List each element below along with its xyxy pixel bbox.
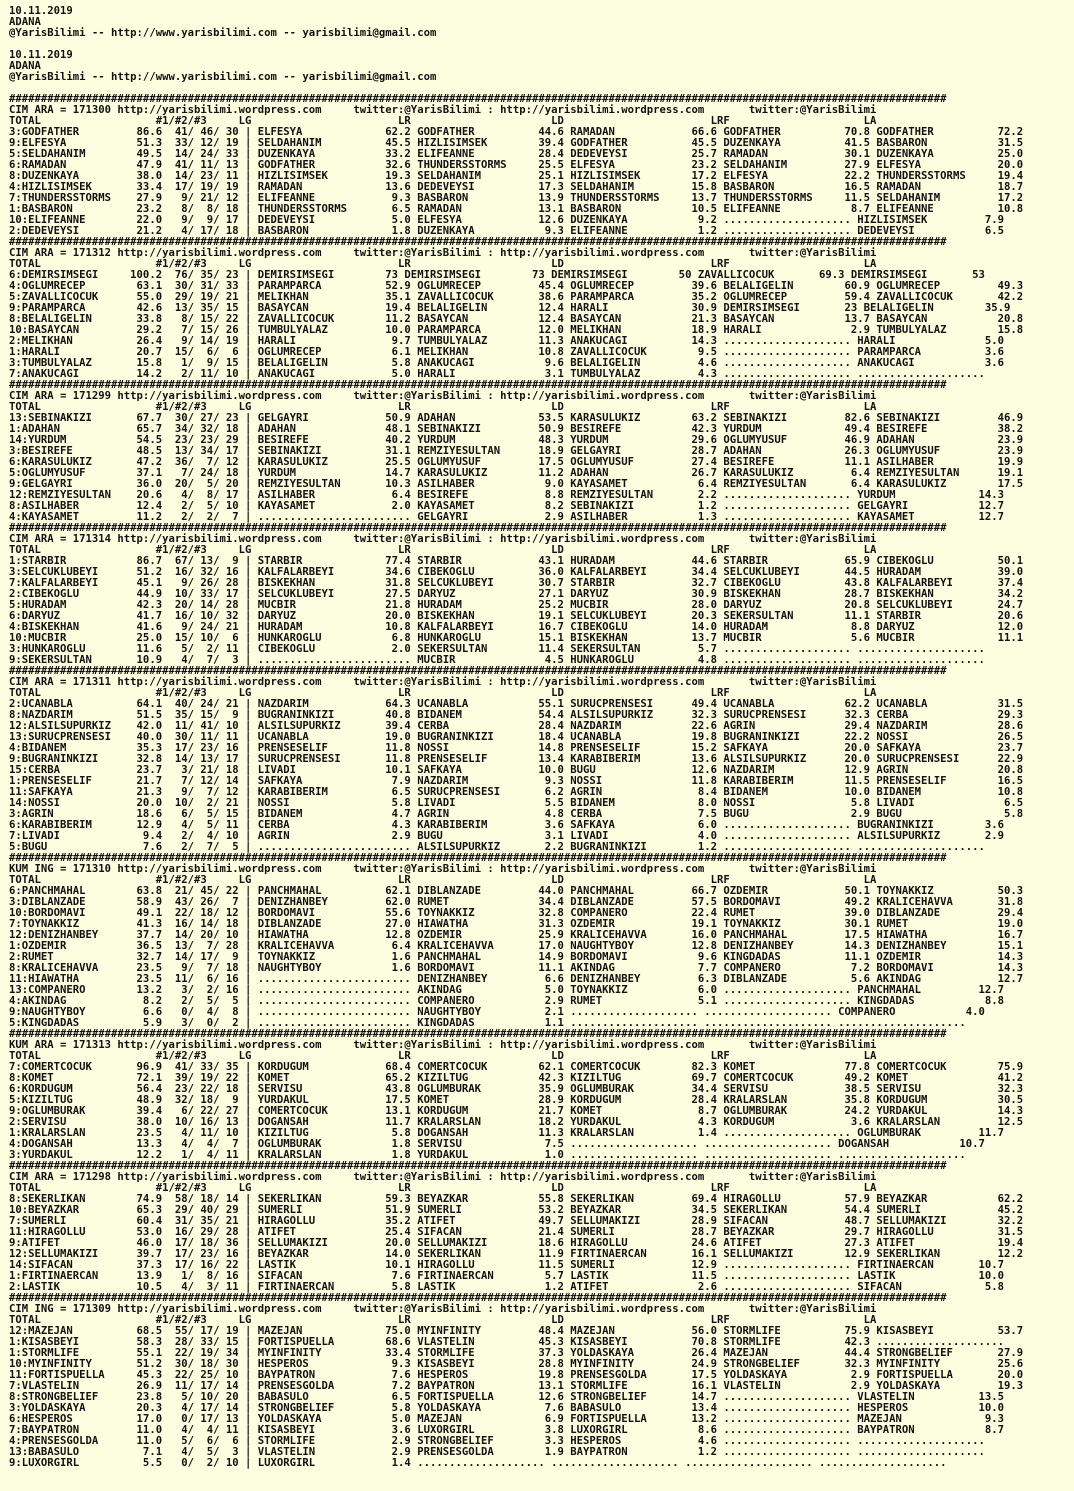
race-row: 6:KORDUGUM 56.4 23/ 22/ 18 | SERVISU 43.8 OGLUMBURAK 35.9 OGLUMBURAK 34.4 SERVISU 38.5 SERVISU 32.3 <box>9 1083 1024 1095</box>
race-row: 9:SEKERSULTAN 10.9 4/ 7/ 3 | ........................ MUCBIR 4.5 HUNKAROGLU 4.8 .................... .................... <box>9 654 985 666</box>
race-row: 12:ALSILSUPURKIZ 42.0 11/ 41/ 10 | ALSILSUPURKIZ 39.4 CERBA 28.4 NAZDARIM 22.6 AGRIN 29.4 NAZDARIM 28.6 <box>9 720 1024 732</box>
race-row: 9:ELFESYA 51.3 33/ 12/ 19 | SELDAHANIM 45.5 HIZLISIMSEK 39.4 GODFATHER 45.5 DUZENKAYA 41.5 BASBARON 31.5 <box>9 137 1024 149</box>
race-row: 1:OZDEMIR 36.5 13/ 7/ 28 | KRALICEHAVVA 6.4 KRALICEHAVVA 17.0 NAUGHTYBOY 12.8 DENIZHANBEY 14.3 DENIZHANBEY 15.1 <box>9 940 1024 952</box>
separator-line: ################################################################################################################################################### <box>9 379 947 391</box>
header-date: 10.11.2019 <box>9 49 73 61</box>
race-row: 3:GODFATHER 86.6 41/ 46/ 30 | ELFESYA 62.2 GODFATHER 44.6 RAMADAN 66.6 GODFATHER 70.8 GODFATHER 72.2 <box>9 126 1024 138</box>
race-row: 1:STARBIR 86.7 67/ 13/ 9 | STARBIR 77.4 STARBIR 43.1 HURADAM 44.6 STARBIR 65.9 CIBEKOGLU 50.1 <box>9 555 1024 567</box>
separator-line: ################################################################################################################################################### <box>9 236 947 248</box>
race-row: 2:LASTIK 10.5 4/ 3/ 11 | FIRTINAERCAN 5.8 LASTIK 1.2 ATIFET 2.6 .................... SIFACAN 5.8 <box>9 1281 1004 1293</box>
race-row: 10:MYINFINITY 51.2 30/ 18/ 30 | HESPEROS 9.3 KISASBEYI 28.8 MYINFINITY 24.9 STRONGBELIEF 32.3 MYINFINITY 25.6 <box>9 1358 1024 1370</box>
race-row: 3:SELCUKLUBEYI 51.2 16/ 32/ 16 | KALFALARBEYI 34.6 CIBEKOGLU 36.0 KALFALARBEYI 34.4 SELCUKLUBEYI 44.5 HURADAM 39.0 <box>9 566 1024 578</box>
race-row: 14:YURDUM 54.5 23/ 23/ 29 | BESIREFE 40.2 YURDUM 48.3 YURDUM 29.6 OGLUMYUSUF 46.9 ADAHAN 23.9 <box>9 434 1024 446</box>
race-title: CIM ARA = 171314 http://yarisbilimi.wordpress.com twitter:@YarisBilimi : http://yarisbilimi.wordpress.com twitter:@YarisBilimi <box>9 533 877 545</box>
race-column-header: TOTAL #1/#2/#3 LG LR LD LRF LA <box>9 874 877 886</box>
race-row: 11:SAFKAYA 21.3 9/ 7/ 12 | KARABIBERIM 6.5 SURUCPRENSESI 6.2 AGRIN 8.4 BIDANEM 10.0 BIDANEM 10.8 <box>9 786 1024 798</box>
race-row: 6:PANCHMAHAL 63.8 21/ 45/ 22 | PANCHMAHAL 62.1 DIBLANZADE 44.0 PANCHMAHAL 66.7 OZDEMIR 50.1 TOYNAKKIZ 50.3 <box>9 885 1024 897</box>
blank-line <box>9 39 1074 50</box>
race-row: 1:STORMLIFE 55.1 22/ 19/ 34 | MYINFINITY 33.4 STORMLIFE 37.3 YOLDASKAYA 26.4 MAZEJAN 44.4 STRONGBELIEF 27.9 <box>9 1347 1024 1359</box>
race-row: 9:NAUGHTYBOY 6.6 0/ 4/ 8 | ........................ NAUGHTYBOY 2.1 .................... .................... COMPANERO 4.0 <box>9 1006 985 1018</box>
header-date: 10.11.2019 <box>9 5 73 17</box>
race-row: 4:PRENSESGOLDA 11.0 5/ 6/ 6 | STORMLIFE 2.9 STRONGBELIEF 3.3 HESPEROS 4.6 .................... .................... <box>9 1435 985 1447</box>
race-row: 11:HIRAGOLLU 53.0 16/ 29/ 28 | ATIFET 25.4 SIFACAN 21.4 SUMERLI 28.7 BEYAZKAR 29.7 HIRAGOLLU 31.5 <box>9 1226 1024 1238</box>
header-credits: @YarisBilimi -- http://www.yarisbilimi.com -- yarisbilimi@gmail.com <box>9 71 437 83</box>
race-title: CIM ARA = 171312 http://yarisbilimi.wordpress.com twitter:@YarisBilimi : http://yarisbilimi.wordpress.com twitter:@YarisBilimi <box>9 247 877 259</box>
race-row: 10:ELIFEANNE 22.0 9/ 9/ 17 | DEDEVEYSI 5.0 ELFESYA 12.6 DUZENKAYA 9.2 .................... HIZLISIMSEK 7.9 <box>9 214 1004 226</box>
race-row: 7:ANAKUCAGI 14.2 2/ 11/ 10 | ANAKUCAGI 5.0 HARALI 3.1 TUMBULYALAZ 4.3 .................... .................... <box>9 368 985 380</box>
race-row: 2:MELIKHAN 26.4 9/ 14/ 19 | HARALI 9.7 TUMBULYALAZ 11.3 ANAKUCAGI 14.3 .................... HARALI 5.0 <box>9 335 1004 347</box>
race-title: KUM ING = 171310 http://yarisbilimi.wordpress.com twitter:@YarisBilimi : http://yarisbilimi.wordpress.com twitter:@YarisBilimi <box>9 863 877 875</box>
race-row: 5:HURADAM 42.3 20/ 14/ 28 | MUCBIR 21.8 HURADAM 25.2 MUCBIR 28.0 DARYUZ 20.8 SELCUKLUBEYI 24.7 <box>9 599 1024 611</box>
race-row: 7:COMERTCOCUK 96.9 41/ 33/ 35 | KORDUGUM 68.4 COMERTCOCUK 62.1 COMERTCOCUK 82.3 KOMET 77.8 COMERTCOCUK 75.9 <box>9 1061 1024 1073</box>
race-row: 9:BUGRANINKIZI 32.8 14/ 13/ 17 | SURUCPRENSESI 11.8 PRENSESELIF 13.4 KARABIBERIM 13.6 ALSILSUPURKIZ 20.0 SURUCPRENSESI 22.9 <box>9 753 1024 765</box>
race-row: 5:SELDAHANIM 49.5 14/ 24/ 33 | DUZENKAYA 33.2 ELIFEANNE 28.4 DEDEVEYSI 25.7 RAMADAN 30.1 DUZENKAYA 25.0 <box>9 148 1024 160</box>
race-column-header: TOTAL #1/#2/#3 LG LR LD LRF LA <box>9 258 877 270</box>
separator-line: ################################################################################################################################################### <box>9 665 947 677</box>
race-row: 8:SEKERLIKAN 74.9 58/ 18/ 14 | SEKERLIKAN 59.3 BEYAZKAR 55.8 SEKERLIKAN 69.4 HIRAGOLLU 57.9 BEYAZKAR 62.2 <box>9 1193 1024 1205</box>
race-row: 4:OGLUMRECEP 63.1 30/ 31/ 33 | PARAMPARCA 52.9 OGLUMRECEP 45.4 OGLUMRECEP 39.6 BELALIGELIN 60.9 OGLUMRECEP 49.3 <box>9 280 1024 292</box>
race-row: 8:DUZENKAYA 38.0 14/ 23/ 11 | HIZLISIMSEK 19.3 SELDAHANIM 25.1 HIZLISIMSEK 17.2 ELFESYA 22.2 THUNDERSSTORMS 19.4 <box>9 170 1024 182</box>
race-row: 12:SELLUMAKIZI 39.7 17/ 23/ 16 | BEYAZKAR 14.0 SEKERLIKAN 11.9 FIRTINAERCAN 16.1 SELLUMAKIZI 12.9 SEKERLIKAN 12.2 <box>9 1248 1024 1260</box>
header-city: ADANA <box>9 60 41 72</box>
race-row: 3:DIBLANZADE 58.9 43/ 26/ 7 | DENIZHANBEY 62.0 RUMET 34.4 DIBLANZADE 57.5 BORDOMAVI 49.2 KRALICEHAVVA 31.8 <box>9 896 1024 908</box>
race-row: 6:DEMIRSIMSEGI 100.2 76/ 35/ 23 | DEMIRSIMSEGI 73 DEMIRSIMSEGI 73 DEMIRSIMSEGI 50 ZAVALLICOCUK 69.3 DEMIRSIMSEGI 53 <box>9 269 985 281</box>
race-row: 1:PRENSESELIF 21.7 7/ 12/ 14 | SAFKAYA 7.9 NAZDARIM 9.3 NOSSI 11.8 KARABIBERIM 11.5 PRENSESELIF 16.5 <box>9 775 1024 787</box>
race-row: 3:TUMBULYALAZ 15.8 1/ 9/ 15 | BELALIGELIN 5.8 ANAKUCAGI 9.6 BELALIGELIN 4.6 .................... ANAKUCAGI 3.6 <box>9 357 1004 369</box>
race-row: 9:GELGAYRI 36.0 20/ 5/ 20 | REMZIYESULTAN 10.3 ASILHABER 9.0 KAYASAMET 6.4 REMZIYESULTAN 6.4 KARASULUKIZ 17.5 <box>9 478 1024 490</box>
race-row: 6:RAMADAN 47.9 41/ 11/ 13 | GODFATHER 32.6 THUNDERSSTORMS 25.5 ELFESYA 23.2 SELDAHANIM 27.9 ELFESYA 20.0 <box>9 159 1024 171</box>
race-column-header: TOTAL #1/#2/#3 LG LR LD LRF LA <box>9 1314 877 1326</box>
race-row: 3:YURDAKUL 12.2 1/ 4/ 11 | KRALARSLAN 1.8 YURDAKUL 1.0 .................... .................... .................... <box>9 1149 966 1161</box>
race-row: 7:THUNDERSSTORMS 27.9 9/ 21/ 12 | ELIFEANNE 9.3 BASBARON 13.9 THUNDERSSTORMS 13.7 THUNDERSSTORMS 11.5 SELDAHANIM 17.2 <box>9 192 1024 204</box>
race-row: 7:VLASTELIN 26.9 11/ 17/ 14 | PRENSESGOLDA 7.2 BAYPATRON 13.1 STORMLIFE 16.1 VLASTELIN 2.9 YOLDASKAYA 19.3 <box>9 1380 1024 1392</box>
race-row: 11:FORTISPUELLA 45.3 22/ 25/ 10 | BAYPATRON 7.6 HESPEROS 19.8 PRENSESGOLDA 17.5 YOLDASKAYA 2.9 FORTISPUELLA 20.0 <box>9 1369 1024 1381</box>
race-row: 4:DOGANSAH 13.3 4/ 4/ 7 | OGLUMBURAK 1.8 SERVISU 7.5 .................... .................... DOGANSAH 10.7 <box>9 1138 985 1150</box>
race-row: 12:REMZIYESULTAN 20.6 4/ 8/ 17 | ASILHABER 6.4 BESIREFE 8.8 REMZIYESULTAN 2.2 .................... YURDUM 14.3 <box>9 489 1004 501</box>
race-row: 6:KARASULUKIZ 47.2 36/ 7/ 12 | KARASULUKIZ 25.5 OGLUMYUSUF 17.5 OGLUMYUSUF 27.4 BESIREFE 11.1 ASILHABER 19.9 <box>9 456 1024 468</box>
header-credits: @YarisBilimi -- http://www.yarisbilimi.com -- yarisbilimi@gmail.com <box>9 27 437 39</box>
race-column-header: TOTAL #1/#2/#3 LG LR LD LRF LA <box>9 1050 877 1062</box>
race-row: 9:PARAMPARCA 42.6 13/ 35/ 15 | BASAYCAN 19.4 BELALIGELIN 12.4 HARALI 30.9 DEMIRSIMSEGI 23 BELALIGELIN 35.9 <box>9 302 1011 314</box>
race-row: 7:SUMERLI 60.4 31/ 35/ 21 | HIRAGOLLU 35.2 ATIFET 49.7 SELLUMAKIZI 28.9 SIFACAN 48.7 SELLUMAKIZI 32.2 <box>9 1215 1024 1227</box>
race-row: 12:DENIZHANBEY 37.7 14/ 20/ 10 | HIAWATHA 12.8 OZDEMIR 25.9 KRALICEHAVVA 16.0 PANCHMAHAL 17.5 HIAWATHA 16.7 <box>9 929 1024 941</box>
race-row: 2:UCANABLA 64.1 40/ 24/ 21 | NAZDARIM 64.3 UCANABLA 55.1 SURUCPRENSESI 49.4 UCANABLA 62.2 UCANABLA 31.5 <box>9 698 1024 710</box>
race-column-header: TOTAL #1/#2/#3 LG LR LD LRF LA <box>9 401 877 413</box>
race-row: 9:OGLUMBURAK 39.4 6/ 22/ 27 | COMERTCOCUK 13.1 KORDUGUM 21.7 KOMET 8.7 OGLUMBURAK 24.2 YURDAKUL 14.3 <box>9 1105 1024 1117</box>
race-column-header: TOTAL #1/#2/#3 LG LR LD LRF LA <box>9 115 877 127</box>
race-row: 10:BASAYCAN 29.2 7/ 15/ 26 | TUMBULYALAZ 10.0 PARAMPARCA 12.0 MELIKHAN 18.9 HARALI 2.9 TUMBULYALAZ 15.8 <box>9 324 1024 336</box>
results-document <box>9 6 1074 1469</box>
race-row: 4:KAYASAMET 11.2 2/ 2/ 7 | ........................ GELGAYRI 2.9 ASILHABER 1.3 .................... KAYASAMET 12.7 <box>9 511 1004 523</box>
race-row: 14:NOSSI 20.0 10/ 2/ 21 | NOSSI 5.8 LIVADI 5.5 BIDANEM 8.0 NOSSI 5.8 LIVADI 6.5 <box>9 797 1024 809</box>
race-row: 1:HARALI 20.7 15/ 6/ 6 | OGLUMRECEP 6.1 MELIKHAN 10.8 ZAVALLICOCUK 9.5 .................... PARAMPARCA 3.6 <box>9 346 1004 358</box>
race-row: 4:BIDANEM 35.3 17/ 23/ 16 | PRENSESELIF 11.8 NOSSI 14.8 PRENSESELIF 15.2 SAFKAYA 20.0 SAFKAYA 23.7 <box>9 742 1024 754</box>
race-row: 1:ADAHAN 65.7 34/ 32/ 18 | ADAHAN 48.1 SEBINAKIZI 50.9 BESIREFE 42.3 YURDUM 49.4 BESIREFE 38.2 <box>9 423 1024 435</box>
race-row: 6:HESPEROS 17.0 0/ 17/ 13 | YOLDASKAYA 5.0 MAZEJAN 6.9 FORTISPUELLA 13.2 .................... MAZEJAN 9.3 <box>9 1413 1004 1425</box>
race-row: 13:SEBINAKIZI 67.7 30/ 27/ 23 | GELGAYRI 50.9 ADAHAN 53.5 KARASULUKIZ 63.2 SEBINAKIZI 82.6 SEBINAKIZI 46.9 <box>9 412 1024 424</box>
separator-line: ################################################################################################################################################### <box>9 522 947 534</box>
race-row: 8:KRALICEHAVVA 23.5 9/ 7/ 18 | NAUGHTYBOY 1.6 BORDOMAVI 11.1 AKINDAG 7.7 COMPANERO 7.2 BORDOMAVI 14.3 <box>9 962 1024 974</box>
race-row: 4:AKINDAG 8.2 2/ 5/ 5 | ........................ COMPANERO 2.9 RUMET 5.1 .................... KINGDADAS 8.8 <box>9 995 1004 1007</box>
race-row: 5:ZAVALLICOCUK 55.0 29/ 19/ 21 | MELIKHAN 35.1 ZAVALLICOCUK 38.6 PARAMPARCA 35.2 OGLUMRECEP 59.4 ZAVALLICOCUK 42.2 <box>9 291 1024 303</box>
race-row: 2:SERVISU 38.0 10/ 16/ 13 | DOGANSAH 11.7 KRALARSLAN 18.2 YURDAKUL 4.3 KORDUGUM 3.6 KRALARSLAN 12.5 <box>9 1116 1024 1128</box>
race-row: 8:BELALIGELIN 33.8 8/ 15/ 22 | ZAVALLICOCUK 11.2 BASAYCAN 12.4 BASAYCAN 21.3 BASAYCAN 13.7 BASAYCAN 20.8 <box>9 313 1024 325</box>
race-row: 6:DARYUZ 41.7 16/ 10/ 32 | DARYUZ 20.0 BISKEKHAN 19.1 SELCUKLUBEYI 20.3 SEKERSULTAN 11.1 STARBIR 20.6 <box>9 610 1024 622</box>
race-row: 11:HIAWATHA 23.5 11/ 6/ 16 | ........................ DENIZHANBEY 6.6 DENIZHANBEY 6.3 DIBLANZADE 5.6 AKINDAG 12.7 <box>9 973 1024 985</box>
race-row: 13:COMPANERO 13.2 3/ 2/ 16 | ........................ AKINDAG 5.0 TOYNAKKIZ 6.0 .................... PANCHMAHAL 12.7 <box>9 984 1004 996</box>
race-row: 3:YOLDASKAYA 20.3 4/ 17/ 14 | STRONGBELIEF 5.8 YOLDASKAYA 7.6 BABASULO 13.4 .................... HESPEROS 10.0 <box>9 1402 1004 1414</box>
race-title: CIM ARA = 171311 http://yarisbilimi.wordpress.com twitter:@YarisBilimi : http://yarisbilimi.wordpress.com twitter:@YarisBilimi <box>9 676 877 688</box>
separator-line: ################################################################################################################################################### <box>9 1028 947 1040</box>
race-row: 9:ATIFET 46.0 17/ 18/ 36 | SELLUMAKIZI 20.0 SELLUMAKIZI 18.6 HIRAGOLLU 24.6 ATIFET 27.3 ATIFET 19.4 <box>9 1237 1024 1249</box>
race-row: 5:KINGDADAS 5.9 3/ 0/ 2 | ........................ KINGDADAS 1.1 .................... .................... .................... <box>9 1017 966 1029</box>
race-row: 1:KISASBEYI 58.3 28/ 33/ 15 | FORTISPUELLA 68.6 VLASTELIN 45.3 KISASBEYI 70.8 STORMLIFE 42.3 .................... <box>9 1336 1004 1348</box>
race-row: 2:DEDEVEYSI 21.2 4/ 17/ 18 | BASBARON 1.8 DUZENKAYA 9.3 ELIFEANNE 1.2 .................... DEDEVEYSI 6.5 <box>9 225 1004 237</box>
race-row: 12:MAZEJAN 68.5 55/ 17/ 19 | MAZEJAN 75.0 MYINFINITY 48.4 MAZEJAN 56.0 STORMLIFE 75.9 KISASBEYI 53.7 <box>9 1325 1024 1337</box>
race-row: 7:TOYNAKKIZ 41.3 16/ 14/ 18 | DIBLANZADE 27.0 HIAWATHA 31.3 OZDEMIR 19.1 TOYNAKKIZ 30.1 RUMET 19.0 <box>9 918 1024 930</box>
race-column-header: TOTAL #1/#2/#3 LG LR LD LRF LA <box>9 544 877 556</box>
race-row: 15:CERBA 23.7 3/ 21/ 18 | LIVADI 10.1 SAFKAYA 10.0 BUGU 12.6 NAZDARIM 12.9 AGRIN 20.8 <box>9 764 1024 776</box>
separator-line: ################################################################################################################################################### <box>9 852 947 864</box>
race-row: 2:CIBEKOGLU 44.9 10/ 33/ 17 | SELCUKLUBEYI 27.5 DARYUZ 27.1 DARYUZ 30.9 BISKEKHAN 28.7 BISKEKHAN 34.2 <box>9 588 1024 600</box>
race-row: 4:HIZLISIMSEK 33.4 17/ 19/ 19 | RAMADAN 13.6 DEDEVEYSI 17.3 SELDAHANIM 15.8 BASBARON 16.5 RAMADAN 18.7 <box>9 181 1024 193</box>
race-row: 1:KRALARSLAN 23.5 4/ 11/ 10 | KIZILTUG 5.8 DOGANSAH 11.3 KRALARSLAN 1.4 .................... OGLUMBURAK 11.7 <box>9 1127 1004 1139</box>
race-title: CIM ARA = 171298 http://yarisbilimi.wordpress.com twitter:@YarisBilimi : http://yarisbilimi.wordpress.com twitter:@YarisBilimi <box>9 1171 877 1183</box>
race-title: CIM ARA = 171299 http://yarisbilimi.wordpress.com twitter:@YarisBilimi : http://yarisbilimi.wordpress.com twitter:@YarisBilimi <box>9 390 877 402</box>
separator-line: ################################################################################################################################################### <box>9 1292 947 1304</box>
race-column-header: TOTAL #1/#2/#3 LG LR LD LRF LA <box>9 1182 877 1194</box>
race-row: 6:KARABIBERIM 12.9 4/ 5/ 11 | CERBA 4.3 KARABIBERIM 3.6 SAFKAYA 6.0 .................... BUGRANINKIZI 3.6 <box>9 819 1004 831</box>
race-row: 7:LIVADI 9.4 2/ 4/ 10 | AGRIN 2.9 BUGU 3.1 LIVADI 4.0 .................... ALSILSUPURKIZ 2.9 <box>9 830 1004 842</box>
race-row: 7:KALFALARBEYI 45.1 9/ 26/ 28 | BISKEKHAN 31.8 SELCUKLUBEYI 30.7 STARBIR 32.7 CIBEKOGLU 43.8 KALFALARBEYI 37.4 <box>9 577 1024 589</box>
race-row: 3:HUNKAROGLU 11.6 5/ 2/ 11 | CIBEKOGLU 2.0 SEKERSULTAN 11.4 SEKERSULTAN 5.7 .................... .................... <box>9 643 985 655</box>
race-row: 10:MUCBIR 25.0 15/ 10/ 6 | HUNKAROGLU 6.8 HUNKAROGLU 15.1 BISKEKHAN 13.7 MUCBIR 5.6 MUCBIR 11.1 <box>9 632 1024 644</box>
race-row: 5:OGLUMYUSUF 37.1 7/ 24/ 18 | YURDUM 14.7 KARASULUKIZ 11.2 ADAHAN 26.7 KARASULUKIZ 6.4 REMZIYESULTAN 19.1 <box>9 467 1024 479</box>
race-row: 10:BORDOMAVI 49.1 22/ 18/ 12 | BORDOMAVI 55.6 TOYNAKKIZ 32.8 COMPANERO 22.4 RUMET 39.0 DIBLANZADE 29.4 <box>9 907 1024 919</box>
race-row: 13:SURUCPRENSESI 40.0 30/ 11/ 11 | UCANABLA 19.0 BUGRANINKIZI 18.4 UCANABLA 19.8 BUGRANINKIZI 22.2 NOSSI 26.5 <box>9 731 1024 743</box>
race-row: 8:NAZDARIM 51.5 35/ 15/ 9 | BUGRANINKIZI 40.8 BIDANEM 54.4 ALSILSUPURKIZ 32.3 SURUCPRENSESI 32.3 CERBA 29.3 <box>9 709 1024 721</box>
race-row: 3:AGRIN 18.6 6/ 5/ 15 | BIDANEM 4.7 AGRIN 4.8 CERBA 7.5 BUGU 2.9 BUGU 5.8 <box>9 808 1024 820</box>
race-title: KUM ARA = 171313 http://yarisbilimi.wordpress.com twitter:@YarisBilimi : http://yarisbilimi.wordpress.com twitter:@YarisBilimi <box>9 1039 877 1051</box>
race-row: 5:BUGU 7.6 2/ 7/ 5 | ........................ ALSILSUPURKIZ 2.2 BUGRANINKIZI 1.2 .................... .................... <box>9 841 985 853</box>
race-row: 1:BASBARON 23.2 8/ 8/ 18 | THUNDERSSTORMS 6.5 RAMADAN 13.1 BASBARON 10.5 ELIFEANNE 8.7 ELIFEANNE 10.8 <box>9 203 1024 215</box>
race-row: 5:KIZILTUG 48.9 32/ 18/ 9 | YURDAKUL 17.5 KOMET 28.9 KORDUGUM 28.4 KRALARSLAN 35.8 KORDUGUM 30.5 <box>9 1094 1024 1106</box>
race-row: 8:STRONGBELIEF 23.8 5/ 10/ 20 | BABASULO 6.5 FORTISPUELLA 12.6 STRONGBELIEF 14.7 .................... VLASTELIN 13.5 <box>9 1391 1004 1403</box>
header-city: ADANA <box>9 16 41 28</box>
race-row: 13:BABASULO 7.1 4/ 5/ 3 | VLASTELIN 2.9 PRENSESGOLDA 1.9 BAYPATRON 1.2 .................... .................... <box>9 1446 985 1458</box>
separator-line: ################################################################################################################################################### <box>9 1160 947 1172</box>
race-row: 14:SIFACAN 37.3 17/ 16/ 22 | LASTIK 10.1 HIRAGOLLU 11.5 SUMERLI 12.9 .................... FIRTINAERCAN 10.7 <box>9 1259 1004 1271</box>
race-row: 1:FIRTINAERCAN 13.9 1/ 8/ 16 | SIFACAN 7.6 FIRTINAERCAN 5.7 LASTIK 11.5 .................... LASTIK 10.0 <box>9 1270 1004 1282</box>
race-column-header: TOTAL #1/#2/#3 LG LR LD LRF LA <box>9 687 877 699</box>
separator-line: ################################################################################################################################################### <box>9 93 947 105</box>
race-row: 7:BAYPATRON 11.0 4/ 4/ 11 | KISASBEYI 3.6 LUXORGIRL 3.8 LUXORGIRL 8.6 .................... BAYPATRON 8.7 <box>9 1424 1004 1436</box>
race-row: 10:BEYAZKAR 65.3 29/ 40/ 29 | SUMERLI 51.9 SUMERLI 53.2 BEYAZKAR 34.5 SEKERLIKAN 54.4 SUMERLI 45.2 <box>9 1204 1024 1216</box>
race-row: 4:BISKEKHAN 41.6 9/ 24/ 21 | HURADAM 10.8 KALFALARBEYI 16.7 CIBEKOGLU 14.0 HURADAM 8.8 DARYUZ 12.0 <box>9 621 1024 633</box>
race-row: 3:BESIREFE 48.5 13/ 34/ 17 | SEBINAKIZI 31.1 REMZIYESULTAN 18.9 GELGAYRI 28.7 ADAHAN 26.3 OGLUMYUSUF 23.9 <box>9 445 1024 457</box>
race-row: 8:ASILHABER 12.4 2/ 5/ 10 | KAYASAMET 2.0 KAYASAMET 8.2 SEBINAKIZI 1.2 .................... GELGAYRI 12.7 <box>9 500 1004 512</box>
race-title: CIM ING = 171309 http://yarisbilimi.wordpress.com twitter:@YarisBilimi : http://yarisbilimi.wordpress.com twitter:@YarisBilimi <box>9 1303 877 1315</box>
race-row: 2:RUMET 32.7 14/ 17/ 9 | TOYNAKKIZ 1.6 PANCHMAHAL 14.9 BORDOMAVI 9.6 KINGDADAS 11.1 OZDEMIR 14.3 <box>9 951 1024 963</box>
race-row: 8:KOMET 72.1 39/ 19/ 22 | KOMET 65.2 KIZILTUG 42.3 KIZILTUG 69.7 COMERTCOCUK 49.2 KOMET 41.2 <box>9 1072 1024 1084</box>
race-row: 9:LUXORGIRL 5.5 0/ 2/ 10 | LUXORGIRL 1.4 .................... .................... .................... .................... <box>9 1457 947 1469</box>
race-title: CIM ARA = 171300 http://yarisbilimi.wordpress.com twitter:@YarisBilimi : http://yarisbilimi.wordpress.com twitter:@YarisBilimi <box>9 104 877 116</box>
